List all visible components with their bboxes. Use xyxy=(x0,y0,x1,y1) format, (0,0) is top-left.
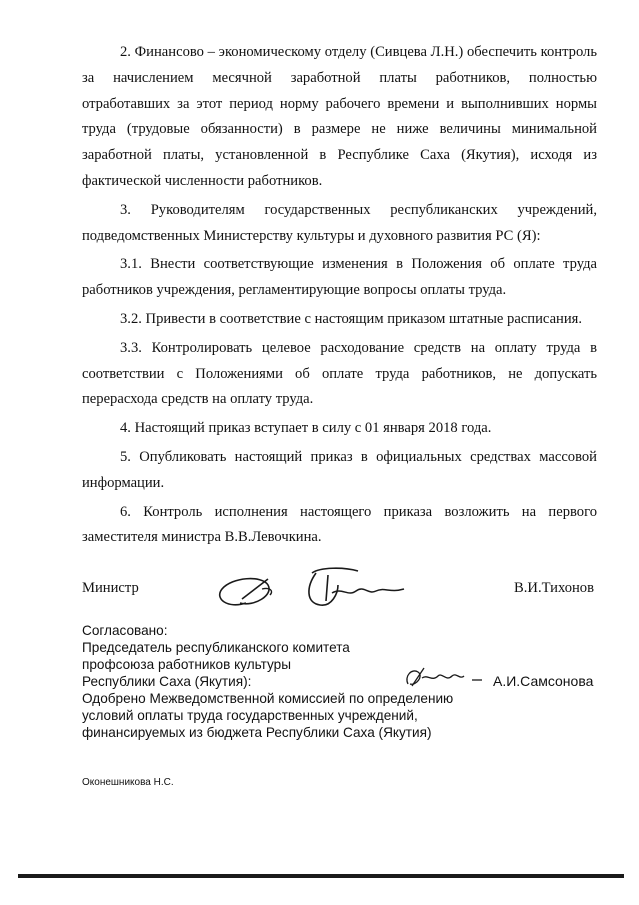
approval-line: профсоюза работников культуры xyxy=(82,657,291,672)
signatory-name: В.И.Тихонов xyxy=(514,580,594,596)
paragraph-3: 3. Руководителям государственных республиканских учреждений, подведомственных Министерству культуры и духовного развития РС (Я): xyxy=(82,201,597,244)
page-bottom-border xyxy=(18,874,624,878)
paragraph-5: 5. Опубликовать настоящий приказ в официальных средствах массовой информации. xyxy=(82,448,597,491)
approval-line: Председатель республиканского комитета xyxy=(82,640,350,655)
paragraph-3-1: 3.1. Внести соответствующие изменения в Положения об оплате труда работников учреждения, регламентирующие вопросы оплаты труда. xyxy=(82,256,597,299)
approval-line: условий оплаты труда государственных учреждений, xyxy=(82,708,418,723)
paragraph-3-2: 3.2. Привести в соответствие с настоящим приказом штатные расписания. xyxy=(120,310,583,327)
approval-signer-name: А.И.Самсонова xyxy=(493,673,594,689)
approval-line: Одобрено Межведомственной комиссией по определению xyxy=(82,691,454,706)
approval-line: Республики Саха (Якутия): xyxy=(82,674,252,689)
minister-signature-row xyxy=(82,578,597,618)
minister-signature-icon xyxy=(208,563,408,615)
signatory-title: Министр xyxy=(82,580,139,596)
paragraph-2: 2. Финансово – экономическому отделу (Сивцева Л.Н.) обеспечить контроль за начислением месячной заработной платы работников, полностью отработавших за этот период норму рабочего времени и выполнивших нормы труда (трудовые обязанности) в размере не ниже величины минимальной заработной платы, установленной в Республике Саха (Якутия), исходя из фактической численности работников. xyxy=(82,44,597,189)
approval-signer-row xyxy=(82,673,597,690)
approval-block xyxy=(82,622,597,741)
paragraph-3-3: 3.3. Контролировать целевое расходование средств на оплату труда в соответствии с Положениями об оплате труда работников, не допускать перерасхода средств на оплату труда. xyxy=(82,339,597,408)
union-chair-signature-icon xyxy=(402,664,487,690)
paragraph-6: 6. Контроль исполнения настоящего приказа возложить на первого заместителя министра В.В.Левочкина. xyxy=(82,503,597,546)
executor-name: Оконешникова Н.С. xyxy=(82,777,174,788)
paragraph-4: 4. Настоящий приказ вступает в силу с 01 января 2018 года. xyxy=(120,420,492,437)
approval-line: Согласовано: xyxy=(82,623,168,638)
approval-line: финансируемых из бюджета Республики Саха (Якутия) xyxy=(82,725,432,740)
document-body xyxy=(82,40,597,551)
